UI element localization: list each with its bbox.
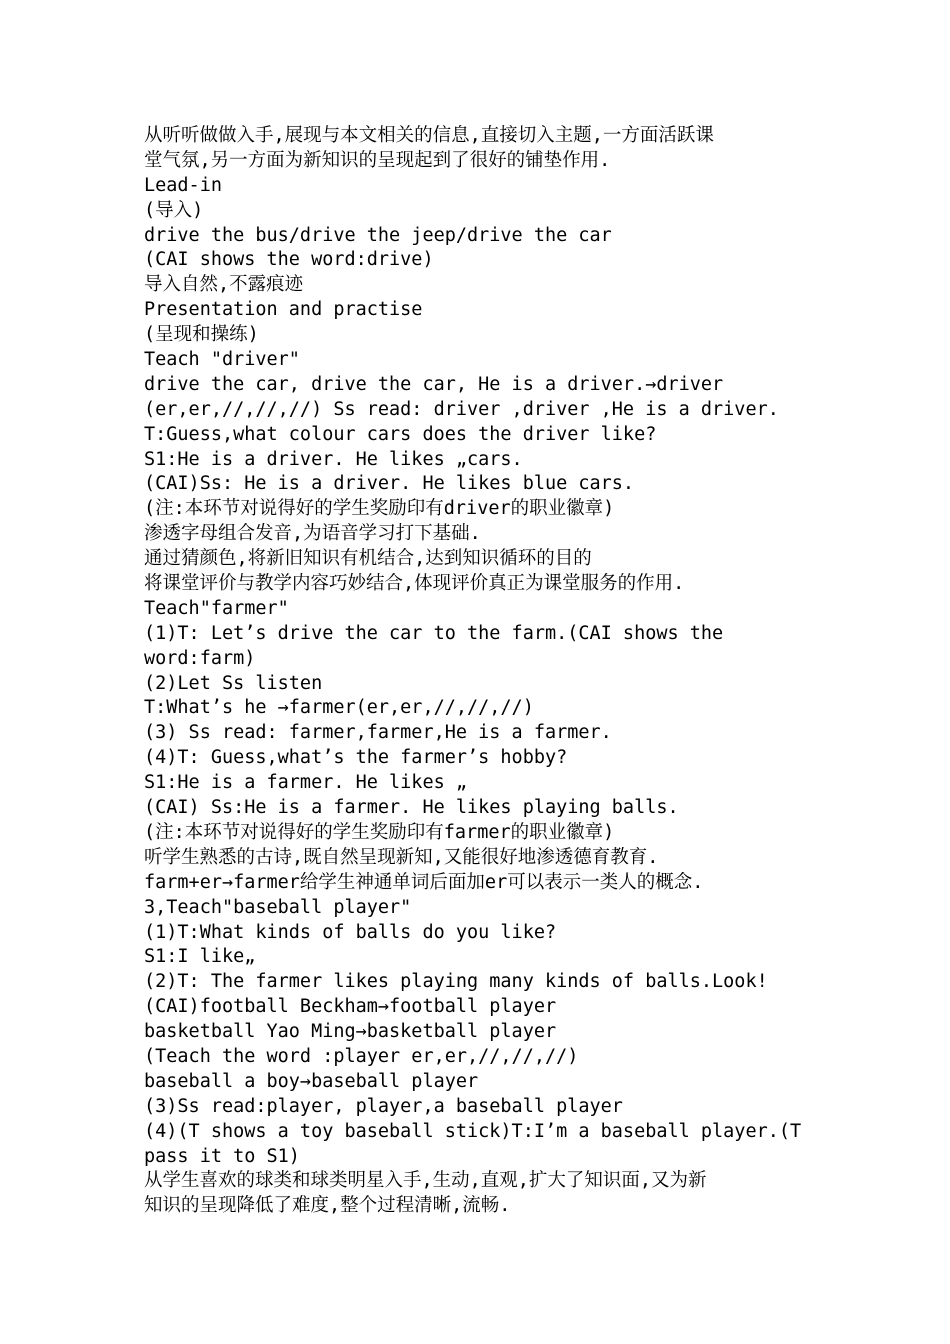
text-line: S1:He is a driver. He likes „cars. [144, 448, 523, 470]
text-line: (注:本环节对说得好的学生奖励印有farmer的职业徽章) [144, 821, 615, 843]
text-line: pass it to S1) [144, 1145, 300, 1167]
text-line: (注:本环节对说得好的学生奖励印有driver的职业徽章) [144, 498, 615, 520]
text-line: drive the car, drive the car, He is a driver.→driver [144, 373, 724, 395]
subheading-teach-baseball-player: 3,Teach"baseball player" [144, 896, 412, 918]
text-line: 将课堂评价与教学内容巧妙结合,体现评价真正为课堂服务的作用. [144, 573, 685, 595]
section-heading-lead-in-cn: (导入) [144, 199, 204, 221]
text-line: basketball Yao Ming→basketball player [144, 1021, 557, 1043]
text-line: S1:He is a farmer. He likes „ [144, 772, 468, 794]
text-line: (CAI)Ss: He is a driver. He likes blue cars. [144, 473, 635, 495]
text-line: 知识的呈现降低了难度,整个过程清晰,流畅. [144, 1195, 511, 1217]
text-line: 从学生喜欢的球类和球类明星入手,生动,直观,扩大了知识面,又为新 [144, 1170, 707, 1192]
text-line: (2)Let Ss listen [144, 672, 323, 694]
text-line: T:Guess,what colour cars does the driver like? [144, 423, 657, 445]
text-line: (CAI shows the word:drive) [144, 249, 434, 271]
text-line: 从听听做做入手,展现与本文相关的信息,直接切入主题,一方面活跃课 [144, 125, 714, 146]
section-heading-presentation-cn: (呈现和操练) [144, 324, 259, 346]
text-line: (CAI)football Beckham→football player [144, 996, 557, 1018]
text-line: farm+er→farmer给学生神通单词后面加er可以表示一类人的概念. [144, 871, 704, 893]
section-heading-lead-in: Lead-in [144, 174, 222, 196]
text-line: (3)Ss read:player, player,a baseball player [144, 1095, 623, 1117]
text-line: drive the bus/drive the jeep/drive the car [144, 224, 612, 246]
text-line: baseball a boy→baseball player [144, 1070, 479, 1092]
text-line: word:farm) [144, 647, 256, 669]
text-line: (1)T:What kinds of balls do you like? [144, 921, 557, 943]
text-line: (2)T: The farmer likes playing many kinds of balls.Look! [144, 971, 768, 993]
text-line: (CAI) Ss:He is a farmer. He likes playing balls. [144, 797, 679, 819]
text-line: (er,er,//,//,//) Ss read: driver ,driver ,He is a driver. [144, 398, 779, 420]
text-line: 堂气氛,另一方面为新知识的呈现起到了很好的铺垫作用. [144, 149, 611, 171]
text-line: (4)(T shows a toy baseball stick)T:I’m a baseball player.(T [144, 1120, 802, 1142]
text-line: (4)T: Guess,what’s the farmer’s hobby? [144, 747, 568, 769]
subheading-teach-driver: Teach "driver" [144, 349, 300, 371]
section-heading-presentation: Presentation and practise [144, 299, 423, 321]
lesson-plan-text [144, 124, 824, 1219]
text-line: 渗透字母组合发音,为语音学习打下基础. [144, 523, 481, 545]
text-line: 通过猜颜色,将新旧知识有机结合,达到知识循环的目的 [144, 548, 592, 570]
text-line: (Teach the word :player er,er,//,//,//) [144, 1045, 579, 1067]
text-line: T:What’s he →farmer(er,er,//,//,//) [144, 697, 534, 719]
text-line: S1:I like„ [144, 946, 256, 968]
text-line: (3) Ss read: farmer,farmer,He is a farmer. [144, 722, 612, 744]
text-line: 导入自然,不露痕迹 [144, 274, 304, 296]
text-line: (1)T: Let’s drive the car to the farm.(CAI shows the [144, 622, 724, 644]
text-line: 听学生熟悉的古诗,既自然呈现新知,又能很好地渗透德育教育. [144, 846, 659, 868]
subheading-teach-farmer: Teach"farmer" [144, 597, 289, 619]
